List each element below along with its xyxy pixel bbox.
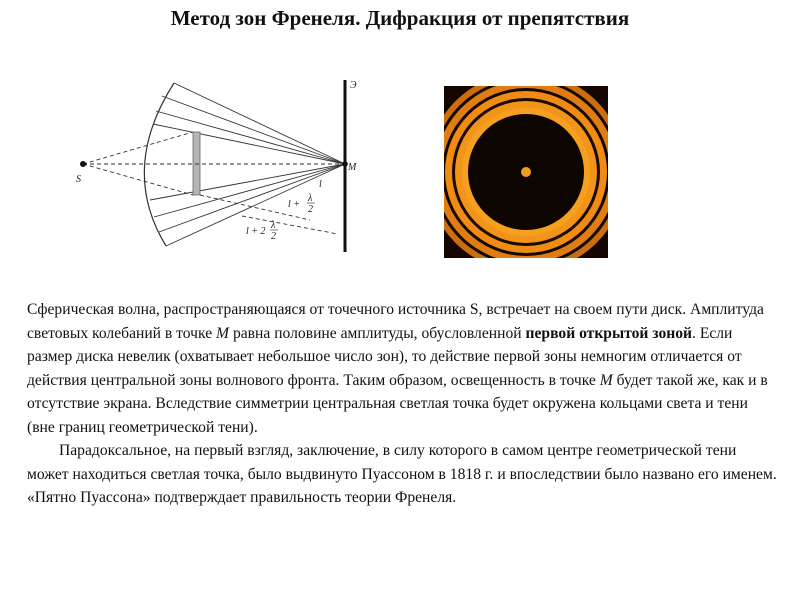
body-text [27, 298, 779, 510]
point-label: M [348, 162, 357, 173]
observation-point [342, 161, 348, 167]
svg-text:l +: l + [288, 199, 301, 210]
poisson-spot-pattern [444, 86, 608, 258]
path-label-l: l [319, 179, 322, 190]
path-label-l-plus-lambda [246, 220, 278, 242]
disk-obstacle [193, 132, 200, 195]
paragraph-2: Парадоксальное, на первый взгляд, заключение, в силу которого в самом центре геометрической тени может находиться светлая точка, было выдвинуто Пуассоном в 1818 г. и впоследствии было названо его именем. «Пятно Пуассона» подтверждает правильность теории Френеля. [27, 442, 777, 506]
path-label-l-plus-half-lambda [288, 193, 315, 215]
paragraph-1: Сферическая волна, распространяющаяся от точечного источника S, встречает на своем пути диск. Амплитуда световых колебаний в точке M равна половине амплитуды, обусловленной первой открытой зоной. Если размер диска невелик (охватывает небольшое число зон), то действие первой зоны немногим отличается от действия центральной зоны волнового фронта. Таким образом, освещенность в точке M будет такой же, как и в отсутствие экрана. Вследствие симметрии центральная светлая точка будет окружена кольцами света и тени (вне границ геометрической тени). [27, 301, 768, 436]
screen-label: Э [350, 80, 357, 91]
source-label: S [76, 174, 81, 185]
svg-text:2: 2 [271, 231, 276, 242]
svg-text:λ: λ [271, 220, 276, 231]
zone-rays [150, 83, 345, 246]
source-point [80, 161, 86, 167]
bold-phrase: первой открытой зоной [525, 324, 693, 342]
svg-text:2: 2 [308, 204, 313, 215]
fresnel-zone-diagram [64, 74, 386, 254]
wavefront-arc [144, 83, 174, 246]
svg-text:l + 2: l + 2 [246, 226, 266, 237]
page-title: Метод зон Френеля. Дифракция от препятствия [170, 6, 630, 30]
dashed-rays [83, 132, 345, 234]
poisson-bright-spot [521, 167, 531, 177]
svg-text:λ: λ [308, 193, 313, 204]
